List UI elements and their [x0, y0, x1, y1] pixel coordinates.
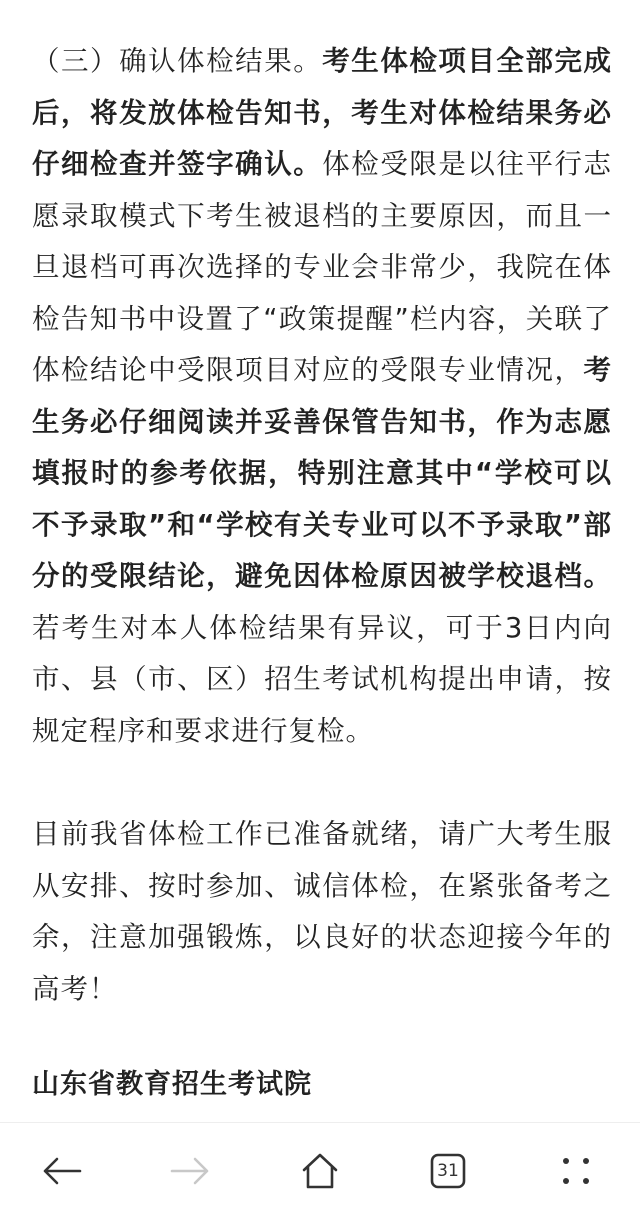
back-button[interactable]: [30, 1141, 94, 1201]
tabs-count: 31: [437, 1161, 459, 1181]
forward-button[interactable]: [158, 1141, 222, 1201]
dots-menu-icon: [559, 1154, 593, 1188]
arrow-left-icon: [42, 1156, 82, 1186]
home-button[interactable]: [288, 1141, 352, 1201]
tabs-button[interactable]: [416, 1141, 480, 1201]
article-paragraph-1: [32, 36, 612, 757]
browser-bottom-nav: [0, 1122, 640, 1220]
body-text: 体检受限是以往平行志愿录取模式下考生被退档的主要原因，而且一旦退档可再次选择的专业会非常少，我院在体检告知书中设置了“政策提醒”栏内容，关联了体检结论中受限项目对应的受限专业情况，: [32, 148, 613, 386]
article-paragraph-2: 目前我省体检工作已准备就绪，请广大考生服从安排、按时参加、诚信体检，在紧张备考之余，注意加强锻炼，以良好的状态迎接今年的高考！: [32, 818, 612, 1005]
article-content: [32, 36, 612, 1105]
home-icon: [300, 1151, 340, 1191]
emphasis-text: 考生务必仔细阅读并妥善保管告知书，作为志愿填报时的参考依据，特别注意其中“学校可以不予录取”和“学校有关专业可以不予录取”部分的受限结论，避免因体检原因被学校退档。: [32, 354, 612, 592]
article-signature: 山东省教育招生考试院: [32, 1069, 312, 1100]
arrow-right-icon: [170, 1156, 210, 1186]
menu-button[interactable]: [544, 1141, 608, 1201]
emphasis-text: 考生体检项目全部完成后，将发放体检告知书，考生对体检结果务必仔细检查并签字确认。: [32, 45, 613, 180]
body-text: 若考生对本人体检结果有异议，可于3日内向市、县（市、区）招生考试机构提出申请，按规定程序和要求进行复检。: [32, 611, 612, 747]
section-heading: （三）确认体检结果。: [32, 45, 323, 77]
